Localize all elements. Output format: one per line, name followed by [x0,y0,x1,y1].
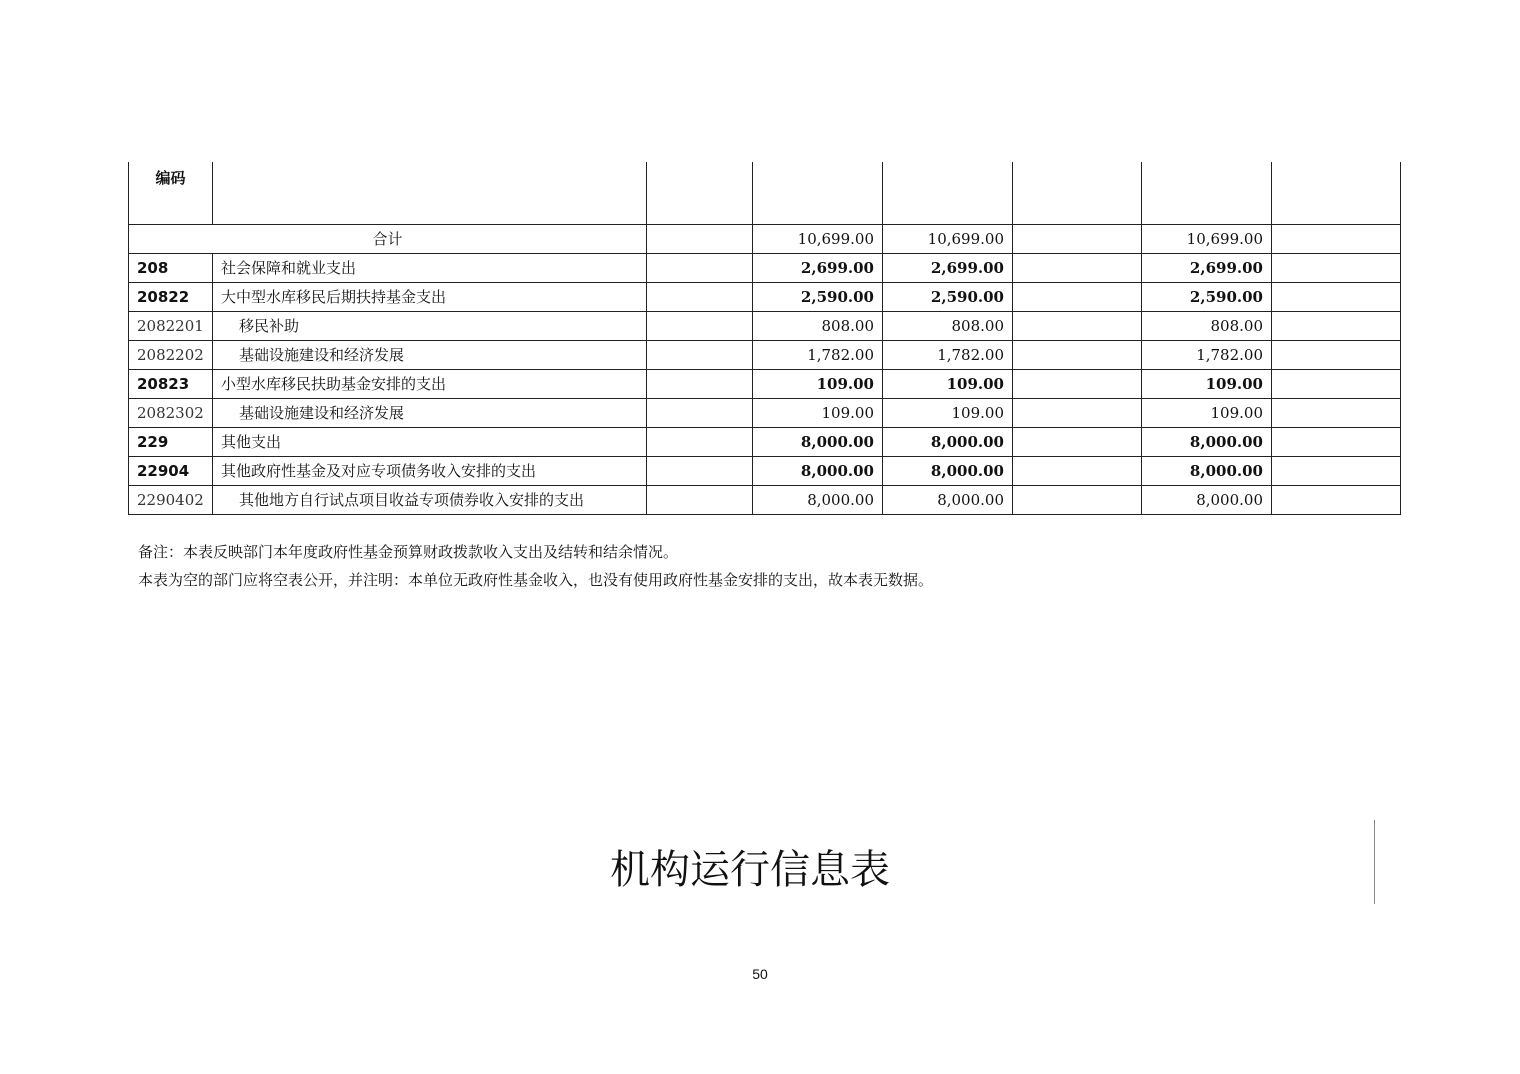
row-name: 其他政府性基金及对应专项债务收入安排的支出 [213,457,647,486]
row-value: 8,000.00 [753,428,883,457]
row-name: 基础设施建设和经济发展 [213,341,647,370]
row-cell [647,399,753,428]
row-cell [1272,399,1401,428]
row-cell [1013,312,1142,341]
table-row [129,254,1401,283]
row-cell [647,370,753,399]
total-value [1013,225,1142,254]
total-cell-empty [647,225,753,254]
row-cell [1272,341,1401,370]
row-value: 8,000.00 [1142,457,1272,486]
row-code: 22904 [129,457,213,486]
row-value: 1,782.00 [753,341,883,370]
row-name: 小型水库移民扶助基金安排的支出 [213,370,647,399]
row-value: 808.00 [883,312,1013,341]
row-value: 109.00 [1142,399,1272,428]
total-row [129,225,1401,254]
row-cell [647,283,753,312]
header-cell [647,162,753,225]
row-cell [1013,254,1142,283]
row-value: 109.00 [883,399,1013,428]
row-cell [1272,312,1401,341]
row-code: 2082201 [129,312,213,341]
row-cell [1013,341,1142,370]
row-value: 1,782.00 [1142,341,1272,370]
total-value [1272,225,1401,254]
row-value: 109.00 [883,370,1013,399]
row-cell [1272,428,1401,457]
row-code: 2290402 [129,486,213,515]
row-cell [647,457,753,486]
row-cell [1013,399,1142,428]
row-value: 8,000.00 [883,457,1013,486]
row-cell [647,341,753,370]
total-value: 10,699.00 [753,225,883,254]
row-cell [1013,457,1142,486]
row-value: 808.00 [1142,312,1272,341]
row-value: 2,699.00 [753,254,883,283]
row-value: 8,000.00 [883,486,1013,515]
row-value: 8,000.00 [1142,486,1272,515]
row-value: 2,590.00 [883,283,1013,312]
row-cell [1013,283,1142,312]
total-label: 合计 [129,225,647,254]
table-row [129,457,1401,486]
row-code: 208 [129,254,213,283]
table-notes [138,538,933,594]
header-cell [1272,162,1401,225]
table-row [129,428,1401,457]
row-value: 2,699.00 [883,254,1013,283]
row-value: 2,590.00 [1142,283,1272,312]
row-value: 1,782.00 [883,341,1013,370]
table-row [129,283,1401,312]
row-name: 移民补助 [213,312,647,341]
row-cell [647,254,753,283]
row-name: 其他支出 [213,428,647,457]
total-value: 10,699.00 [1142,225,1272,254]
row-cell [1013,486,1142,515]
section-title: 机构运行信息表 [610,847,890,893]
row-value: 8,000.00 [1142,428,1272,457]
row-name: 大中型水库移民后期扶持基金支出 [213,283,647,312]
row-code: 20822 [129,283,213,312]
row-cell [647,486,753,515]
code-column-header: 编码 [129,162,213,225]
row-cell [1272,457,1401,486]
table-row [129,341,1401,370]
table-row [129,486,1401,515]
header-cell [753,162,883,225]
page-number: 50 [752,966,768,982]
row-cell [1272,486,1401,515]
row-name-text: 其他地方自行试点项目收益专项债券收入安排的支出 [239,491,585,509]
row-cell [1013,428,1142,457]
row-cell [647,428,753,457]
header-cell [213,162,647,225]
table-header-row [129,162,1401,225]
row-code: 229 [129,428,213,457]
header-cell [1142,162,1272,225]
row-value: 109.00 [753,399,883,428]
table-row [129,312,1401,341]
total-value: 10,699.00 [883,225,1013,254]
row-cell [647,312,753,341]
row-code: 2082202 [129,341,213,370]
header-cell [883,162,1013,225]
row-value: 109.00 [1142,370,1272,399]
row-value: 2,590.00 [753,283,883,312]
row-cell [1013,370,1142,399]
row-cell [1272,370,1401,399]
row-code: 2082302 [129,399,213,428]
row-cell [1272,283,1401,312]
row-value: 109.00 [753,370,883,399]
table-row [129,399,1401,428]
row-value: 8,000.00 [883,428,1013,457]
note-line: 备注：本表反映部门本年度政府性基金预算财政拨款收入支出及结转和结余情况。 [138,543,679,561]
row-code: 20823 [129,370,213,399]
table-row [129,370,1401,399]
row-name [213,486,647,515]
row-value: 8,000.00 [753,457,883,486]
row-value: 8,000.00 [753,486,883,515]
header-cell [1013,162,1142,225]
row-cell [1272,254,1401,283]
note-line: 本表为空的部门应将空表公开，并注明：本单位无政府性基金收入，也没有使用政府性基金安排的支出，故本表无数据。 [138,571,934,589]
margin-divider [1374,820,1375,904]
row-name: 基础设施建设和经济发展 [213,399,647,428]
row-name: 社会保障和就业支出 [213,254,647,283]
row-value: 808.00 [753,312,883,341]
fund-budget-table [128,162,1401,515]
row-value: 2,699.00 [1142,254,1272,283]
